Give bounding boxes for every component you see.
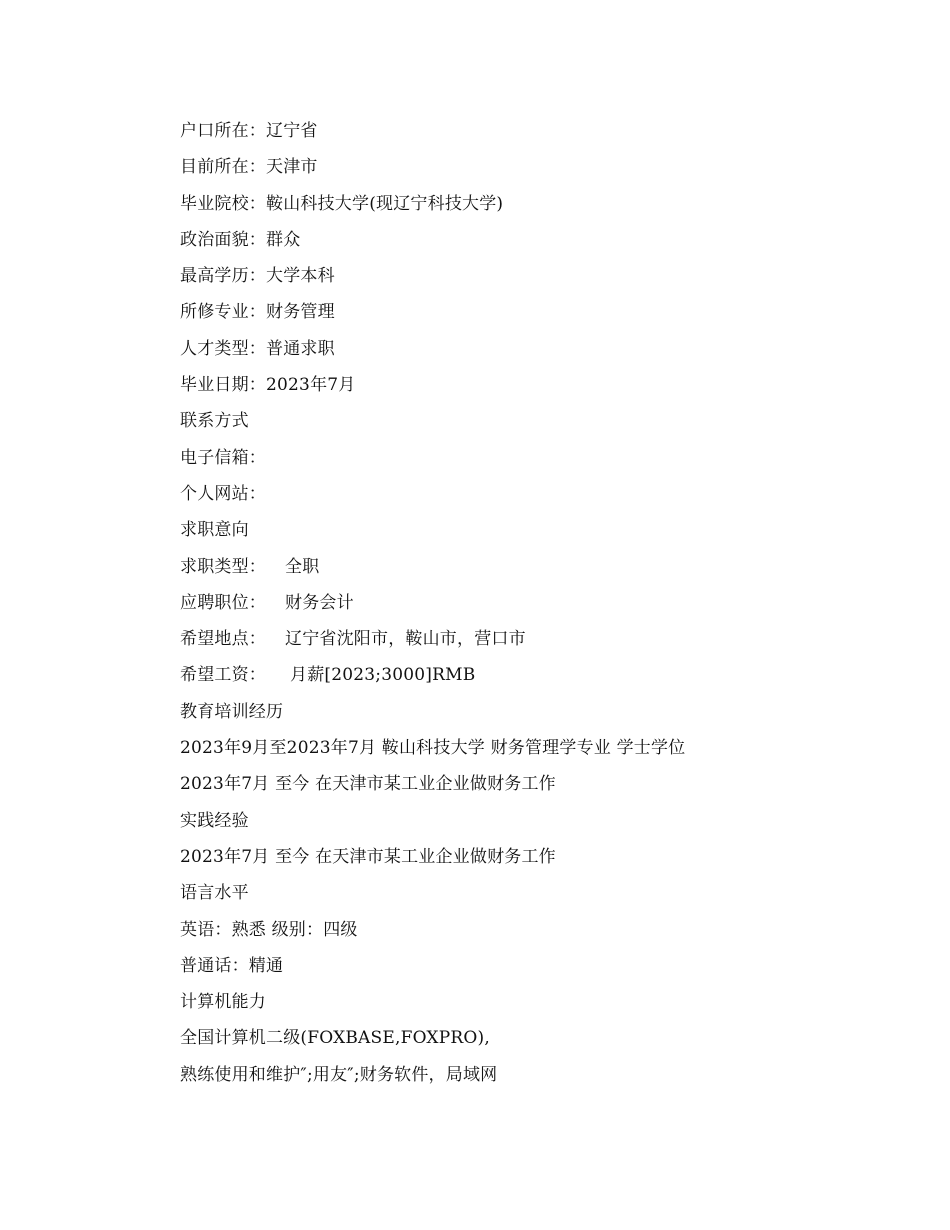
job-type-label: 求职类型： [180, 556, 266, 577]
education-level-value: 大学本科 [266, 266, 335, 287]
computer-heading: 计算机能力 [180, 992, 266, 1013]
major-value: 财务管理 [266, 302, 335, 323]
school-value: 鞍山科技大学(现辽宁科技大学) [266, 193, 504, 214]
practice-heading: 实践经验 [180, 810, 249, 831]
salary-line [180, 657, 880, 693]
graduation-date-line [180, 367, 880, 403]
preferred-location-value: 辽宁省沈阳市，鞍山市，营口市 [285, 629, 526, 650]
job-type-line [180, 549, 880, 585]
email-label: 电子信箱： [180, 447, 266, 468]
hukou-label: 户口所在： [180, 121, 266, 141]
computer-skill-item: 熟练使用和维护″;用友″;财务软件，局域网 [180, 1064, 498, 1085]
position-label: 应聘职位： [180, 592, 266, 613]
position-value: 财务会计 [285, 592, 354, 613]
practice-item: 2023年7月 至今 在天津市某工业企业做财务工作 [180, 846, 556, 867]
major-line [180, 294, 880, 330]
political-status-label: 政治面貌： [180, 229, 266, 250]
language-heading: 语言水平 [180, 883, 249, 904]
education-level-line [180, 258, 880, 294]
hukou-line [180, 113, 880, 149]
graduation-date-label: 毕业日期： [180, 375, 266, 396]
contact-heading: 联系方式 [180, 411, 249, 432]
political-status-value: 群众 [266, 229, 301, 250]
education-level-label: 最高学历： [180, 266, 266, 287]
hukou-value: 辽宁省 [266, 121, 318, 141]
political-status-line [180, 222, 880, 258]
talent-type-label: 人才类型： [180, 338, 266, 359]
school-line [180, 186, 880, 222]
job-intent-heading: 求职意向 [180, 520, 249, 541]
education-history-item: 2023年9月至2023年7月 鞍山科技大学 财务管理学专业 学士学位 [180, 738, 686, 759]
computer-skill-item: 全国计算机二级(FOXBASE,FOXPRO), [180, 1028, 490, 1049]
major-label: 所修专业： [180, 302, 266, 323]
preferred-location-line [180, 621, 880, 657]
current-location-line [180, 149, 880, 185]
job-type-value: 全职 [285, 556, 320, 577]
school-label: 毕业院校： [180, 193, 266, 214]
education-history-item: 2023年7月 至今 在天津市某工业企业做财务工作 [180, 774, 556, 795]
english-level: 英语：熟悉 级别：四级 [180, 919, 358, 940]
mandarin-level: 普通话：精通 [180, 955, 284, 976]
talent-type-value: 普通求职 [266, 338, 335, 359]
preferred-location-label: 希望地点： [180, 629, 266, 650]
website-line [180, 476, 880, 512]
graduation-date-value: 2023年7月 [266, 375, 356, 396]
education-history-heading: 教育培训经历 [180, 701, 284, 722]
position-line [180, 585, 880, 621]
salary-value: 月薪[2023;3000]RMB [290, 665, 476, 686]
current-location-label: 目前所在： [180, 157, 266, 178]
resume-content [180, 113, 880, 1093]
website-label: 个人网站： [180, 483, 266, 504]
current-location-value: 天津市 [266, 157, 318, 178]
email-line [180, 440, 880, 476]
salary-label: 希望工资： [180, 665, 266, 686]
talent-type-line [180, 331, 880, 367]
